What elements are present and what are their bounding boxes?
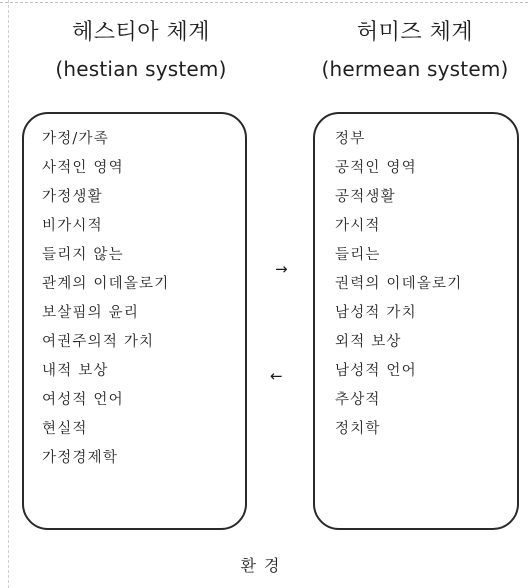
hestian-item: 관계의 이데올로기: [42, 276, 170, 292]
hermean-system-title-ko: 허미즈 체계: [356, 20, 474, 45]
hermean-item: 정치학: [335, 421, 381, 437]
hestian-item: 비가시적: [42, 218, 103, 234]
scan-edge-top: [0, 2, 528, 3]
hestian-item: 들리지 않는: [42, 247, 124, 263]
hestian-system-box: [22, 112, 247, 530]
environment-label: 환경: [240, 556, 288, 575]
hermean-item: 외적 보상: [335, 334, 402, 350]
hermean-system-title-en: (hermean system): [321, 57, 509, 81]
hestian-system-title-ko: 헤스티아 체계: [71, 20, 210, 45]
right-arrow-icon: →: [275, 260, 288, 278]
hermean-item: 들리는: [335, 247, 381, 263]
hestian-item: 여성적 언어: [42, 392, 124, 408]
hestian-item: 여권주의적 가치: [42, 334, 155, 350]
hestian-item: 가정/가족: [42, 131, 109, 147]
hermean-system-heading: [300, 22, 528, 79]
hestian-system-title-en: (hestian system): [55, 57, 227, 81]
scan-edge-left: [8, 0, 9, 588]
hestian-item: 가정경제학: [42, 450, 119, 466]
hermean-item-list: [335, 125, 462, 444]
hermean-item: 권력의 이데올로기: [335, 276, 463, 292]
hestian-item-list: [42, 125, 169, 473]
hestian-item: 내적 보상: [42, 363, 109, 379]
hestian-item: 가정생활: [42, 189, 103, 205]
hermean-item: 남성적 언어: [335, 363, 417, 379]
hermean-item: 공적생활: [335, 189, 396, 205]
hestian-item: 현실적: [42, 421, 88, 437]
hermean-item: 남성적 가치: [335, 305, 417, 321]
hestian-item: 사적인 영역: [42, 160, 124, 176]
hestian-system-heading: [18, 22, 264, 79]
hermean-item: 정부: [335, 131, 366, 147]
hermean-item: 가시적: [335, 218, 381, 234]
hermean-system-box: [313, 112, 519, 530]
hermean-item: 공적인 영역: [335, 160, 417, 176]
left-arrow-icon: ←: [270, 367, 283, 385]
hermean-item: 추상적: [335, 392, 381, 408]
hestian-item: 보살핌의 윤리: [42, 305, 140, 321]
